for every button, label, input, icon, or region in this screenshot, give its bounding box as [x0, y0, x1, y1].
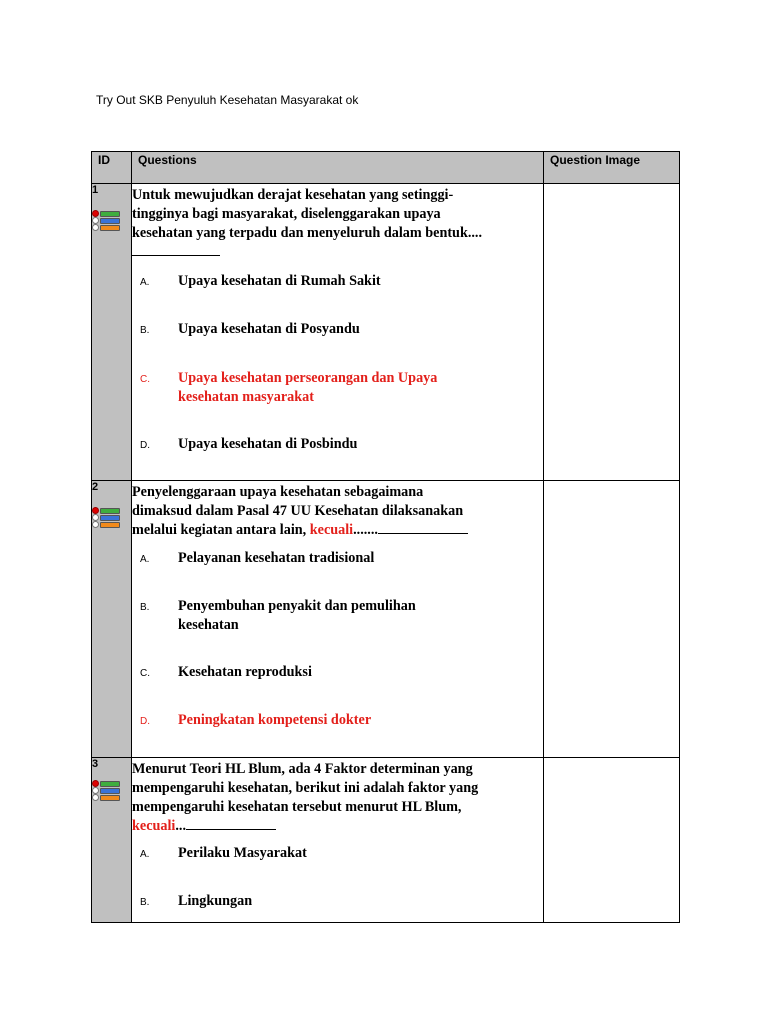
- option-c-correct: C. Upaya kesehatan perseorangan dan Upaya kesehatan masyarakat: [140, 370, 438, 405]
- question-number: 3: [92, 758, 99, 770]
- header-question-image: Question Image: [544, 152, 680, 184]
- question-number: 2: [92, 481, 99, 493]
- table-header-row: [92, 152, 680, 184]
- document-title: Try Out SKB Penyuluh Kesehatan Masyarakat ok: [96, 93, 359, 107]
- option-b: B. Upaya kesehatan di Posyandu: [140, 321, 360, 337]
- table-row: [92, 758, 680, 923]
- question-text: Menurut Teori HL Blum, ada 4 Faktor determinan yang mempengaruhi kesehatan, berikut ini adalah faktor yang mempengaruhi kesehatan tersebut menurut HL Blum, kecuali...: [132, 761, 479, 834]
- multiple-choice-icon: [92, 210, 131, 231]
- multiple-choice-icon: [92, 507, 131, 528]
- option-c: C. Kesehatan reproduksi: [140, 664, 312, 680]
- option-d: D. Upaya kesehatan di Posbindu: [140, 436, 358, 452]
- question-cell: [132, 758, 544, 923]
- option-d-correct: D. Peningkatan kompetensi dokter: [140, 712, 372, 728]
- question-text: Untuk mewujudkan derajat kesehatan yang setinggi- tingginya bagi masyarakat, diselenggarakan upaya kesehatan yang terpadu dan menyeluruh dalam bentuk....: [132, 186, 543, 262]
- option-b: B. Lingkungan: [140, 893, 253, 909]
- header-questions: Questions: [132, 152, 544, 184]
- question-number: 1: [92, 184, 99, 196]
- question-image-cell: [544, 758, 680, 923]
- question-image-cell: [544, 184, 680, 481]
- question-table: [91, 151, 680, 923]
- question-cell: [132, 184, 544, 481]
- question-image-cell: [544, 481, 680, 758]
- answer-blank: [186, 817, 276, 830]
- table-row: [92, 184, 680, 481]
- multiple-choice-icon: [92, 780, 131, 801]
- question-text: Penyelenggaraan upaya kesehatan sebagaimana dimaksud dalam Pasal 47 UU Kesehatan dilaksanakan melalui kegiatan antara lain, kecuali.......: [132, 483, 543, 540]
- option-a: A. Perilaku Masyarakat: [140, 845, 307, 861]
- question-id-cell: [92, 481, 132, 758]
- table-row: [92, 481, 680, 758]
- header-id: ID: [92, 152, 132, 184]
- question-cell: [132, 481, 544, 758]
- answer-blank: [132, 243, 220, 256]
- answer-blank: [378, 521, 468, 534]
- option-a: A. Upaya kesehatan di Rumah Sakit: [140, 273, 381, 289]
- question-id-cell: [92, 758, 132, 923]
- option-b: B. Penyembuhan penyakit dan pemulihan kesehatan: [140, 598, 416, 633]
- question-id-cell: [92, 184, 132, 481]
- option-a: A. Pelayanan kesehatan tradisional: [140, 550, 375, 566]
